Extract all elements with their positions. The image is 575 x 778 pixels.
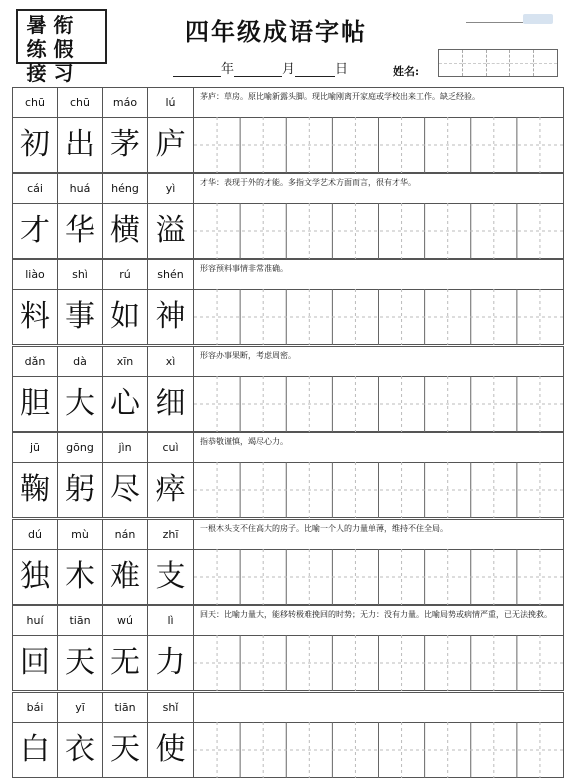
- idiom-block: [12, 87, 564, 173]
- char-row: [13, 376, 563, 432]
- pinyin-cell: mù: [58, 520, 103, 549]
- char-row: [13, 289, 563, 345]
- name-cell: [487, 50, 511, 76]
- idiom-char: 无: [103, 635, 148, 691]
- pinyin-cell: shén: [148, 260, 194, 289]
- pinyin-cell: dǎn: [13, 347, 58, 376]
- idiom-char: 躬: [58, 462, 103, 518]
- name-label: 姓名:: [393, 65, 420, 78]
- pinyin-cell: yì: [148, 174, 194, 203]
- practice-grid[interactable]: [194, 549, 563, 605]
- practice-grid[interactable]: [194, 376, 563, 432]
- pinyin-cell: gōng: [58, 433, 103, 462]
- practice-grid[interactable]: [194, 117, 563, 173]
- pinyin-cell: zhī: [148, 520, 194, 549]
- month-blank[interactable]: [234, 60, 282, 77]
- stamp-char: 暑: [26, 13, 47, 37]
- idiom-char: 天: [58, 635, 103, 691]
- idiom-meaning: 形容办事果断，考虑周密。: [200, 351, 296, 360]
- pinyin-cell: chū: [13, 88, 58, 117]
- pinyin-cell: dà: [58, 347, 103, 376]
- name-cell: [463, 50, 487, 76]
- idiom-char: 支: [148, 549, 194, 605]
- pinyin-cell: liào: [13, 260, 58, 289]
- idiom-char: 料: [13, 289, 58, 345]
- pinyin-cell: cái: [13, 174, 58, 203]
- idiom-char: 茅: [103, 117, 148, 173]
- pinyin-cell: shǐ: [148, 693, 194, 722]
- page-title: 四年级成语字帖: [185, 17, 367, 46]
- pinyin-cell: huá: [58, 174, 103, 203]
- year-blank[interactable]: [173, 60, 221, 77]
- pinyin-cell: yī: [58, 693, 103, 722]
- pinyin-cell: dú: [13, 520, 58, 549]
- idiom-char: 胆: [13, 376, 58, 432]
- header-rule: [466, 22, 523, 23]
- idiom-char: 白: [13, 722, 58, 778]
- idiom-meaning: 茅庐：草房。原比喻新露头脚。现比喻刚离开家庭或学校出来工作。缺乏经验。: [200, 92, 480, 101]
- pinyin-cell: jìn: [103, 433, 148, 462]
- idiom-block: [12, 605, 564, 691]
- pinyin-row: [13, 606, 563, 636]
- idiom-char: 难: [103, 549, 148, 605]
- pinyin-cell: huí: [13, 606, 58, 635]
- pinyin-cell: máo: [103, 88, 148, 117]
- practice-stamp: [16, 9, 107, 85]
- idiom-meaning: [194, 693, 563, 722]
- idiom-char: 回: [13, 635, 58, 691]
- idiom-char: 才: [13, 203, 58, 259]
- day-blank[interactable]: [295, 60, 335, 77]
- practice-grid[interactable]: [194, 635, 563, 691]
- idiom-char: 溢: [148, 203, 194, 259]
- pinyin-cell: jū: [13, 433, 58, 462]
- practice-grid[interactable]: [194, 722, 563, 778]
- pinyin-cell: héng: [103, 174, 148, 203]
- idiom-char: 木: [58, 549, 103, 605]
- stamp-char: 练: [26, 37, 47, 61]
- idiom-char: 力: [148, 635, 194, 691]
- name-cell: [439, 50, 463, 76]
- pinyin-cell: wú: [103, 606, 148, 635]
- idiom-block: [12, 346, 564, 432]
- pinyin-row: [13, 520, 563, 550]
- idiom-char: 庐: [148, 117, 194, 173]
- name-cell: [510, 50, 534, 76]
- stamp-char: 接: [26, 61, 47, 85]
- idiom-char: 使: [148, 722, 194, 778]
- pinyin-row: [13, 260, 563, 290]
- char-row: [13, 203, 563, 259]
- pinyin-row: [13, 88, 563, 118]
- pinyin-cell: bái: [13, 693, 58, 722]
- idiom-char: 华: [58, 203, 103, 259]
- date-line: [173, 58, 348, 78]
- pinyin-cell: chū: [58, 88, 103, 117]
- name-field[interactable]: [438, 49, 558, 77]
- year-label: 年: [221, 62, 235, 77]
- idiom-block: [12, 173, 564, 259]
- pinyin-cell: nán: [103, 520, 148, 549]
- day-label: 日: [335, 62, 349, 77]
- idiom-meaning: 指恭敬谨慎，竭尽心力。: [200, 437, 288, 446]
- idiom-block: [12, 259, 564, 345]
- idiom-char: 横: [103, 203, 148, 259]
- stamp-char: 衔: [53, 13, 74, 37]
- idiom-char: 瘁: [148, 462, 194, 518]
- pinyin-cell: tiān: [58, 606, 103, 635]
- pinyin-cell: rú: [103, 260, 148, 289]
- idiom-meaning: 一根木头支不住高大的房子。比喻一个人的力量单薄，维持不住全局。: [200, 524, 448, 533]
- stamp-char: 假: [53, 37, 74, 61]
- idiom-block: [12, 692, 564, 778]
- practice-grid[interactable]: [194, 462, 563, 518]
- practice-grid[interactable]: [194, 203, 563, 259]
- name-cell: [534, 50, 557, 76]
- idiom-char: 事: [58, 289, 103, 345]
- char-row: [13, 549, 563, 605]
- idiom-char: 初: [13, 117, 58, 173]
- char-row: [13, 462, 563, 518]
- pinyin-cell: shì: [58, 260, 103, 289]
- char-row: [13, 635, 563, 691]
- idiom-char: 大: [58, 376, 103, 432]
- idiom-meaning: 才华：表现于外的才能。多指文学艺术方面而言，很有才华。: [200, 178, 416, 187]
- pinyin-row: [13, 174, 563, 204]
- idiom-meaning: 形容预料事情非常准确。: [200, 264, 288, 273]
- header-badge: [523, 14, 553, 24]
- pinyin-cell: cuì: [148, 433, 194, 462]
- stamp-char: 习: [53, 61, 74, 85]
- pinyin-cell: tiān: [103, 693, 148, 722]
- idiom-block: [12, 519, 564, 605]
- idiom-char: 心: [103, 376, 148, 432]
- idiom-char: 独: [13, 549, 58, 605]
- char-row: [13, 117, 563, 173]
- idiom-char: 尽: [103, 462, 148, 518]
- idiom-char: 衣: [58, 722, 103, 778]
- pinyin-row: [13, 347, 563, 377]
- pinyin-cell: lì: [148, 606, 194, 635]
- idiom-char: 鞠: [13, 462, 58, 518]
- practice-grid[interactable]: [194, 289, 563, 345]
- idiom-char: 出: [58, 117, 103, 173]
- idiom-char: 神: [148, 289, 194, 345]
- idiom-char: 如: [103, 289, 148, 345]
- pinyin-row: [13, 433, 563, 463]
- char-row: [13, 722, 563, 778]
- pinyin-cell: lú: [148, 88, 194, 117]
- pinyin-cell: xīn: [103, 347, 148, 376]
- idiom-block: [12, 432, 564, 518]
- pinyin-cell: xì: [148, 347, 194, 376]
- month-label: 月: [282, 62, 296, 77]
- pinyin-row: [13, 693, 563, 723]
- idiom-char: 天: [103, 722, 148, 778]
- idiom-char: 细: [148, 376, 194, 432]
- idiom-meaning: 回天：比喻力量大，能移转极难挽回的时势；无力：没有力量。比喻局势或病情严重，已无法挽救。: [200, 610, 552, 619]
